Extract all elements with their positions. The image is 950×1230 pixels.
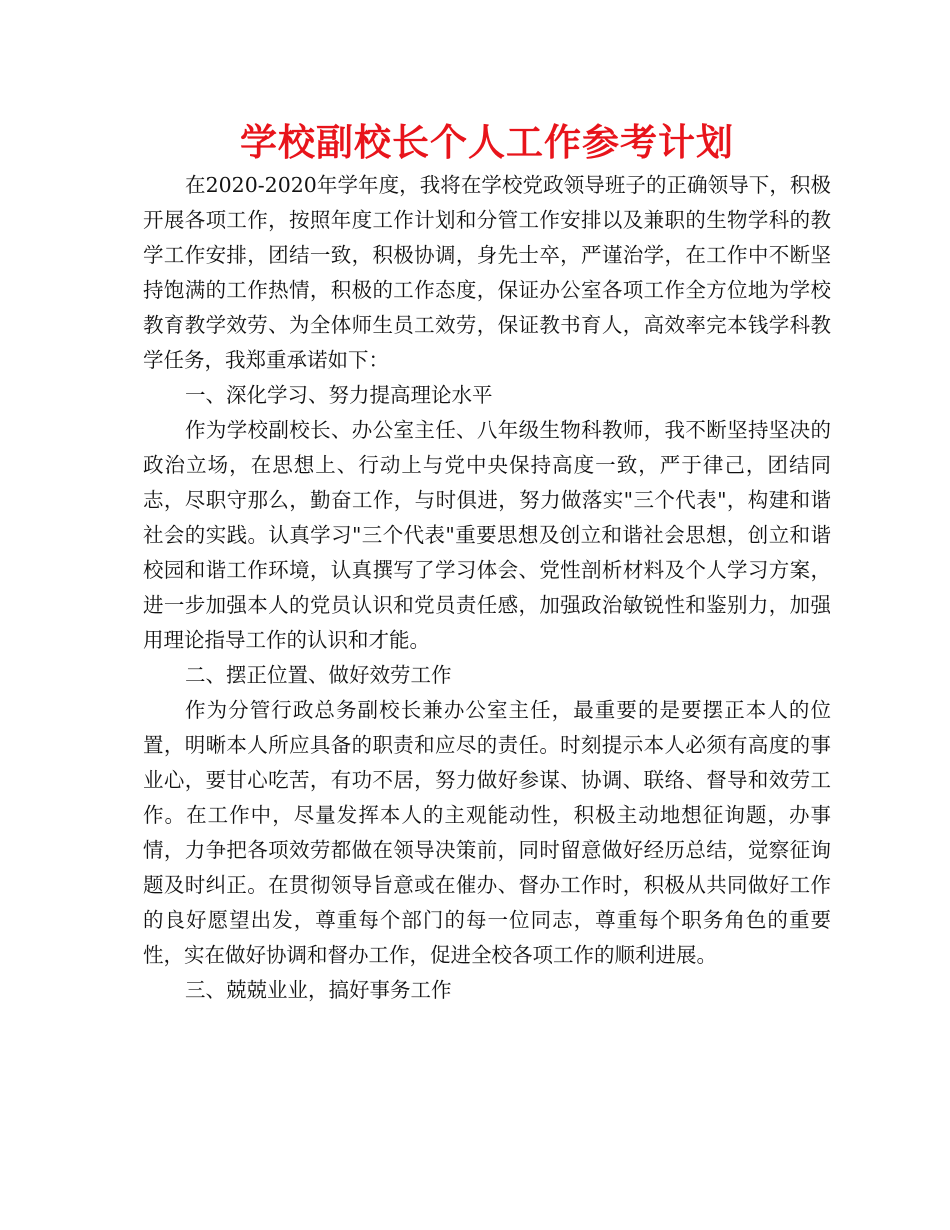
section-heading-1: 一、深化学习、努力提高理论水平 (185, 383, 493, 407)
section-heading-3: 三、兢兢业业，搞好事务工作 (185, 978, 452, 1002)
intro-paragraph: 在2020-2020年学年度，我将在学校党政领导班子的正确领导下，积极开展各项工作，按照年度工作计划和分管工作安排以及兼职的生物学科的教学工作安排，团结一致，积极协调，身先士卒，严谨治学，在工作中不断坚持饱满的工作热情，积极的工作态度，保证办公室各项工作全方位地为学校教育教学效劳、为全体师生员工效劳，保证教书育人，高效率完本钱学科教学任务，我郑重承诺如下： (143, 173, 831, 372)
section-body-2: 作为分管行政总务副校长兼办公室主任，最重要的是要摆正本人的位置，明晰本人所应具备的职责和应尽的责任。时刻提示本人必须有高度的事业心，要甘心吃苦，有功不居，努力做好参谋、协调、联络、督导和效劳工作。在工作中，尽量发挥本人的主观能动性，积极主动地想征询题，办事情，力争把各项效劳都做在领导决策前，同时留意做好经历总结，觉察征询题及时纠正。在贯彻领导旨意或在催办、督办工作时，积极从共同做好工作的良好愿望出发，尊重每个部门的每一位同志，尊重每个职务角色的重要性，实在做好协调和督办工作，促进全校各项工作的顺利进展。 (143, 698, 831, 967)
section-heading-2: 二、摆正位置、做好效劳工作 (185, 663, 452, 687)
document-title: 学校副校长个人工作参考计划 (240, 121, 734, 164)
document-page (143, 118, 831, 1008)
section-body-1: 作为学校副校长、办公室主任、八年级生物科教师，我不断坚持坚决的政治立场，在思想上、行动上与党中央保持高度一致，严于律己，团结同志，尽职守那么，勤奋工作，与时俱进，努力做落实"三个代表"，构建和谐社会的实践。认真学习"三个代表"重要思想及创立和谐社会思想，创立和谐校园和谐工作环境，认真撰写了学习体会、党性剖析材料及个人学习方案，进一步加强本人的党员认识和党员责任感，加强政治敏锐性和鉴别力，加强用理论指导工作的认识和才能。 (143, 418, 831, 652)
